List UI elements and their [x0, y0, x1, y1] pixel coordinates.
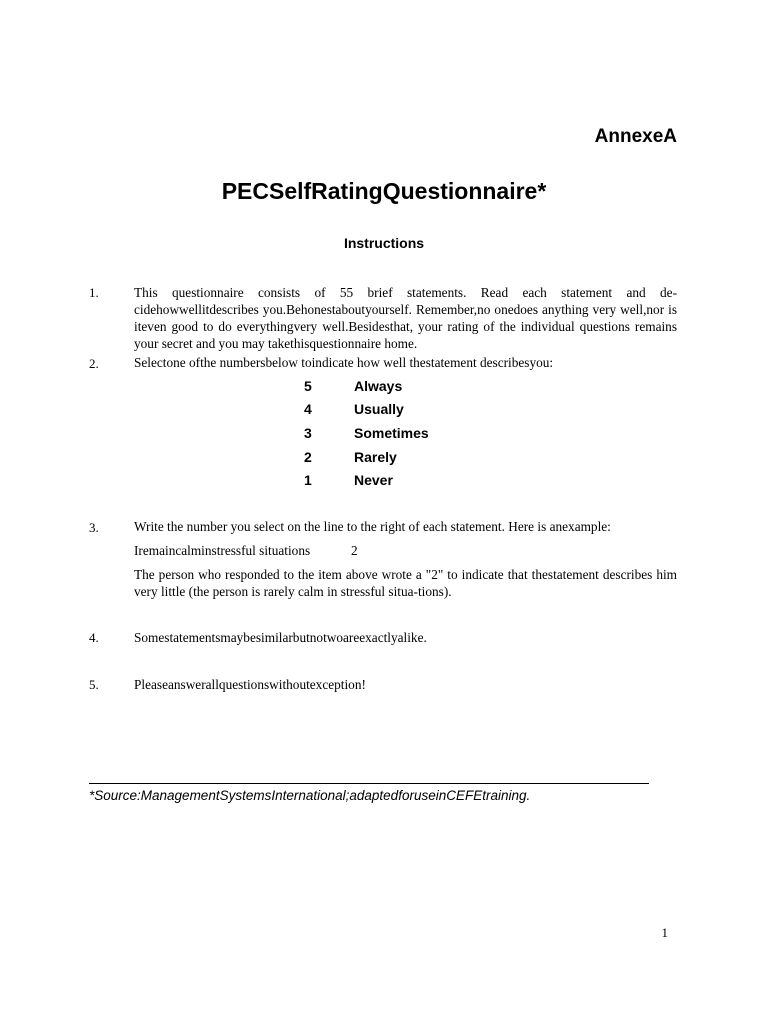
scale-label: Usually	[354, 401, 404, 417]
item-text-5: Pleaseanswerallquestionswithoutexception!	[134, 677, 366, 692]
item-text-1: This questionnaire consists of 55 brief statements. Read each statement and de-cidehowwellitdescribes you.Behonestaboutyourself. Remember,no onedoes anything very well,nor is iteven good to do everythingvery well.Besidesthat, your rating of the individual questions remains your secret and you may takethisquestionnaire home.	[134, 285, 677, 351]
item-text-4: Somestatementsmaybesimilarbutnotwoareexactlyalike.	[134, 630, 427, 645]
item-text-3: Write the number you select on the line to the right of each statement. Here is anexample:	[134, 519, 611, 534]
item-number-1: 1.	[89, 285, 99, 300]
scale-label: Rarely	[354, 449, 397, 465]
section-heading: Instructions	[343, 235, 425, 251]
example-answer: 2	[351, 543, 358, 558]
page-number: 1	[661, 925, 668, 940]
scale-row	[304, 378, 402, 394]
item-number-4: 4.	[89, 630, 99, 645]
scale-row	[304, 401, 404, 417]
scale-value: 4	[304, 401, 312, 417]
scale-row	[304, 472, 393, 488]
scale-value: 3	[304, 425, 312, 441]
scale-row	[304, 425, 429, 441]
scale-label: Sometimes	[354, 425, 429, 441]
scale-value: 2	[304, 449, 312, 465]
page-title: PECSelfRatingQuestionnaire*	[221, 178, 547, 204]
example-statement: Iremaincalminstressful situations	[134, 543, 311, 558]
footnote-divider	[89, 783, 649, 784]
scale-row	[304, 449, 397, 465]
scale-value: 5	[304, 378, 312, 394]
footnote: *Source:ManagementSystemsInternational;adaptedforuseinCEFEtraining.	[89, 788, 531, 803]
scale-value: 1	[304, 472, 312, 488]
scale-label: Never	[354, 472, 393, 488]
item-number-5: 5.	[89, 677, 99, 692]
item-text-2: Selectone ofthe numbersbelow toindicate how well thestatement describesyou:	[134, 355, 554, 370]
item-number-2: 2.	[89, 356, 99, 371]
item-number-3: 3.	[89, 520, 99, 535]
annex-label: AnnexeA	[594, 126, 677, 147]
scale-label: Always	[354, 378, 403, 394]
example-explanation: The person who responded to the item above wrote a "2" to indicate that thestatement describes him very little (the person is rarely calm in stressful situa-tions).	[134, 567, 677, 599]
